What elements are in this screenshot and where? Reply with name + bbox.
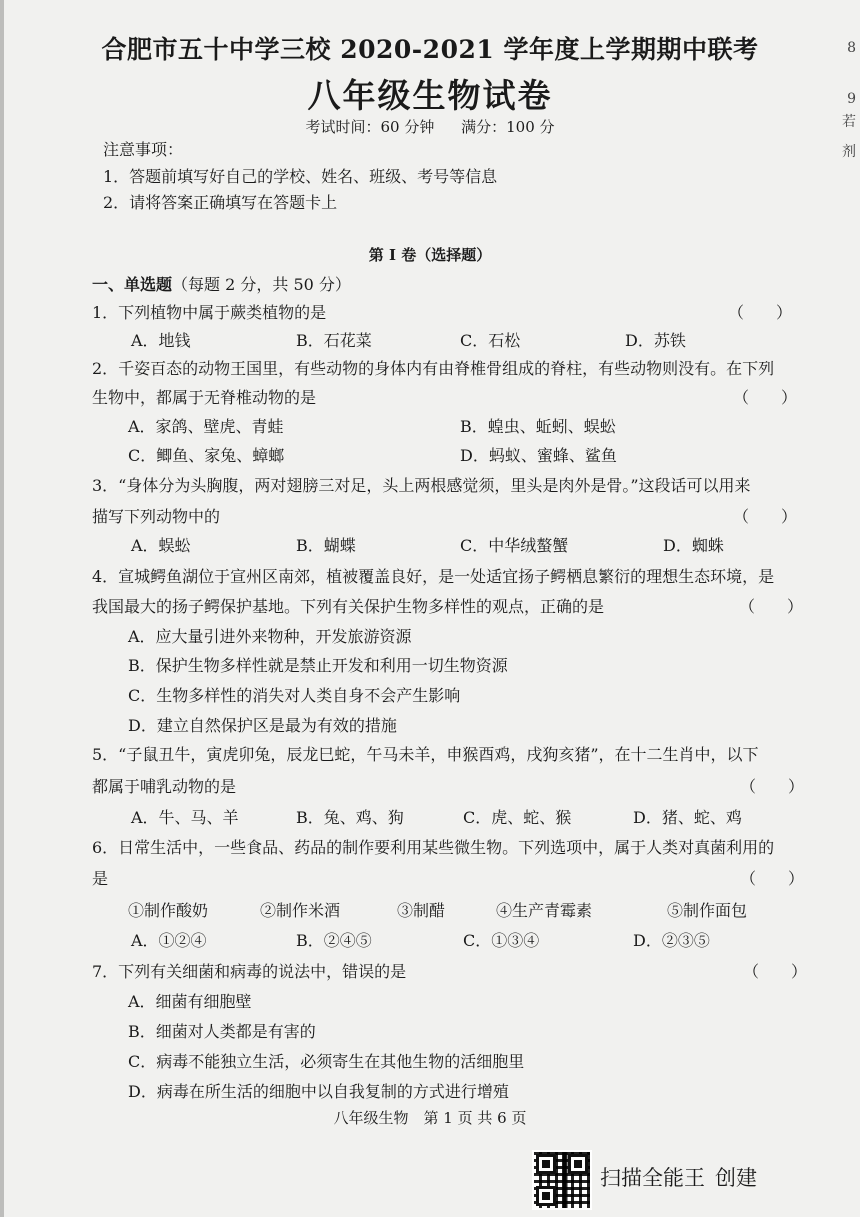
answer-blank: （ ） [740,869,805,888]
option: B．细菌对人类都是有害的 [128,1022,316,1041]
question-6-cont: 是 [92,869,109,888]
answer-blank: （ ） [733,388,798,407]
answer-blank: （ ） [743,962,808,981]
option: C．石松 [460,331,521,350]
option: B．保护生物多样性就是禁止开发和利用一切生物资源 [128,656,508,675]
scanner-brand: 扫描全能王 [600,1166,705,1190]
option: C．鲫鱼、家兔、蟑螂 [128,446,285,465]
question-2-cont: 生物中，都属于无脊椎动物的是 [92,388,317,407]
section-title: 第 I 卷（选择题） [368,246,492,264]
option: D．建立自然保护区是最为有效的措施 [128,716,397,735]
scanner-text [600,1162,757,1192]
option: D．猪、蛇、鸡 [633,808,742,827]
option: B．兔、鸡、狗 [296,808,404,827]
side-mark: 9 [847,90,856,107]
side-mark: 剂 [842,144,856,161]
side-mark: 8 [847,40,856,56]
exam-meta [0,113,860,137]
option: D．苏铁 [625,331,686,350]
question-4-cont: 我国最大的扬子鳄保护基地。下列有关保护生物多样性的观点，正确的是 [92,597,605,616]
option: A．①②④ [131,931,207,950]
question-2: 2．千姿百态的动物王国里，有些动物的身体内有由脊椎骨组成的脊柱，有些动物则没有。在下列 [92,359,775,378]
question-5: 5．“子鼠丑牛，寅虎卯兔，辰龙巳蛇，午马未羊，申猴酉鸡，戌狗亥猪”，在十二生肖中，以下 [92,745,759,764]
question-6: 6．日常生活中，一些食品、药品的制作要利用某些微生物。下列选项中，属于人类对真菌利用的 [92,838,775,857]
statement-item: ④生产青霉素 [496,901,593,920]
option: A．应大量引进外来物种，开发旅游资源 [128,627,412,646]
statement-item: ⑤制作面包 [667,901,748,920]
part-note: （每题 2 分，共 50 分） [172,275,351,294]
option: A．蜈蚣 [131,536,191,555]
option: A．细菌有细胞壁 [128,992,252,1011]
exam-time: 考试时间：60 分钟 [305,118,435,136]
question-3-cont: 描写下列动物中的 [92,507,221,526]
question-1: 1．下列植物中属于蕨类植物的是 [92,303,327,322]
statement-item: ①制作酸奶 [128,901,209,920]
part-heading [92,272,351,295]
option: B．石花菜 [296,331,372,350]
option: B．蝴蝶 [296,536,356,555]
option: C．虎、蛇、猴 [463,808,572,827]
statement-item: ③制醋 [397,901,446,920]
option: C．①③④ [463,931,540,950]
option: B．②④⑤ [296,931,372,950]
qr-code-icon [532,1150,592,1210]
option: B．蝗虫、蚯蚓、蜈蚣 [460,417,616,436]
option: D．②③⑤ [633,931,710,950]
question-5-cont: 都属于哺乳动物的是 [92,777,237,796]
exam-subject-title: 八年级生物试卷 [307,76,553,115]
answer-blank: （ ） [739,597,804,616]
page-footer: 八年级生物 第 1 页 共 6 页 [333,1109,527,1127]
scan-edge [0,0,4,1217]
side-mark: 若 [842,113,856,130]
statement-item: ②制作米酒 [260,901,341,920]
option: A．家鸽、壁虎、青蛙 [128,417,284,436]
answer-blank: （ ） [733,507,798,526]
option: D．蜘蛛 [663,536,724,555]
scanner-action: 创建 [715,1166,757,1190]
exam-title: 合肥市五十中学三校 2020-2021 学年度上学期期中联考 [101,35,759,64]
option: C．病毒不能独立生活，必须寄生在其他生物的活细胞里 [128,1052,525,1071]
question-4: 4．宣城鳄鱼湖位于宣州区南郊，植被覆盖良好，是一处适宜扬子鳄栖息繁衍的理想生态环境，是 [92,567,775,586]
option: D．蚂蚁、蜜蜂、鲨鱼 [460,446,617,465]
part-label: 一、单选题 [92,275,173,294]
scanner-watermark [532,1150,772,1208]
answer-blank: （ ） [728,303,793,322]
option: D．病毒在所生活的细胞中以自我复制的方式进行增殖 [128,1082,509,1101]
question-3: 3．“身体分为头胸腹，两对翅膀三对足，头上两根感觉须，里头是肉外是骨。”这段话可以用来 [92,476,751,495]
option: C．生物多样性的消失对人类自身不会产生影响 [128,686,461,705]
notice-heading: 注意事项： [103,140,184,159]
option: A．地钱 [131,331,191,350]
notice-item: 1．答题前填写好自己的学校、姓名、班级、考号等信息 [103,167,498,186]
option: C．中华绒螯蟹 [460,536,569,555]
notice-item: 2．请将答案正确填写在答题卡上 [103,193,338,212]
option: A．牛、马、羊 [131,808,239,827]
exam-score: 满分：100 分 [461,118,555,136]
answer-blank: （ ） [740,777,805,796]
question-7: 7．下列有关细菌和病毒的说法中，错误的是 [92,962,407,981]
